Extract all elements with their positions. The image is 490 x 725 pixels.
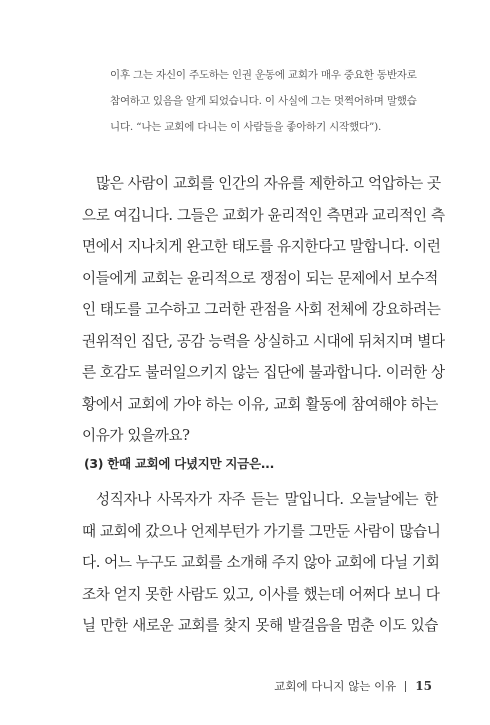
footer-divider <box>405 681 406 692</box>
quote-line: 니다. “나는 교회에 다니는 이 사람들을 좋아하기 시작했다”). <box>110 121 382 133</box>
section-heading: (3) 한때 교회에 다녔지만 지금은... <box>84 456 275 471</box>
paragraph-line: 때 교회에 갔으나 언제부턴가 가기를 그만둔 사람이 많습니 <box>82 522 441 540</box>
quote-block <box>110 62 440 140</box>
paragraph-line: 다. 어느 누구도 교회를 소개해 주지 않아 교회에 다닐 기회 <box>82 554 440 571</box>
paragraph-line: 른 호감도 불러일으키지 않는 집단에 불과합니다. 이러한 상 <box>82 364 445 381</box>
paragraph-line: 으로 여깁니다. 그들은 교회가 윤리적인 측면과 교리적인 측 <box>82 206 445 224</box>
paragraph-line: 면에서 지나치게 완고한 태도를 유지한다고 말합니다. 이런 <box>82 238 441 255</box>
paragraph-line: 닐 만한 새로운 교회를 찾지 못해 발걸음을 멈춘 이도 있습 <box>82 617 438 634</box>
quote-line: 참여하고 있음을 알게 되었습니다. 이 사실에 그는 멋쩍어하며 말했습 <box>110 95 417 107</box>
paragraph-line: 권위적인 집단, 공감 능력을 상실하고 시대에 뒤처지며 별다 <box>82 332 445 350</box>
page-footer <box>274 678 432 694</box>
paragraph-line: 성직자나 사목자가 자주 듣는 말입니다. 오늘날에는 한 <box>96 491 438 508</box>
quote-line: 이후 그는 자신이 주도하는 인권 운동에 교회가 매우 중요한 동반자로 <box>110 69 417 81</box>
paragraph-2 <box>82 484 441 642</box>
paragraph-line: 이들에게 교회는 윤리적으로 쟁점이 되는 문제에서 보수적 <box>82 269 438 287</box>
paragraph-line: 조차 얻지 못한 사람도 있고, 이사를 했는데 어쩌다 보니 다 <box>82 585 440 603</box>
paragraph-line: 황에서 교회에 가야 하는 이유, 교회 활동에 참여해야 하는 <box>82 395 438 413</box>
running-title: 교회에 다니지 않는 이유 <box>274 679 397 693</box>
paragraph-line: 이유가 있을까요? <box>82 427 190 444</box>
paragraph-1 <box>82 168 445 452</box>
paragraph-line: 많은 사람이 교회를 인간의 자유를 제한하고 억압하는 곳 <box>96 175 441 192</box>
paragraph-line: 인 태도를 고수하고 그러한 관점을 사회 전체에 강요하려는 <box>82 301 441 318</box>
page-number: 15 <box>415 679 432 693</box>
